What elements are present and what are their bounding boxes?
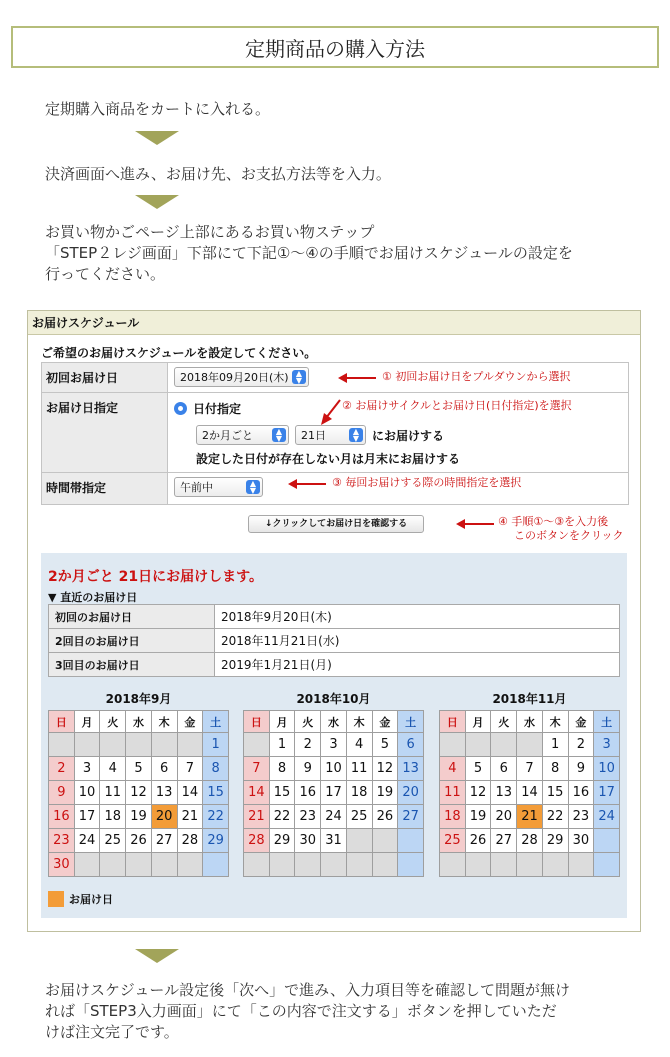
calendar-day: 24 <box>594 805 620 829</box>
calendar-day: 3 <box>594 733 620 757</box>
step-arrow-down-icon <box>135 131 179 145</box>
calendar-day: 27 <box>398 805 424 829</box>
calendar-day: 7 <box>177 757 203 781</box>
calendar-blank-cell <box>372 829 398 853</box>
recent-deliveries-table <box>48 604 620 677</box>
calendar-day: 20 <box>491 805 517 829</box>
delivery-result-box <box>41 553 627 918</box>
annotation-diagonal-arrow-icon <box>318 397 344 427</box>
calendar-blank-cell <box>49 733 75 757</box>
calendar-day: 18 <box>440 805 466 829</box>
calendar-day: 13 <box>151 781 177 805</box>
calendar-day: 17 <box>74 805 100 829</box>
calendar-day: 10 <box>321 757 347 781</box>
calendar-blank-cell <box>177 733 203 757</box>
radio-selected-icon[interactable] <box>174 402 187 415</box>
calendar-day: 6 <box>491 757 517 781</box>
weekday-header: 日 <box>440 711 466 733</box>
calendar-day: 4 <box>100 757 126 781</box>
calendar-day: 19 <box>372 781 398 805</box>
calendar-day: 27 <box>491 829 517 853</box>
date-spec-radio-row[interactable]: 日付指定 <box>174 397 622 419</box>
calendar-blank-cell <box>346 829 372 853</box>
calendar-day: 6 <box>151 757 177 781</box>
calendar-day: 29 <box>542 829 568 853</box>
select-chevron-icon: ▲ ▼ <box>272 428 286 442</box>
page-title: 定期商品の購入方法 <box>11 26 659 68</box>
step-arrow-down-icon <box>135 949 179 963</box>
calendar-day: 30 <box>568 829 594 853</box>
calendar-day: 16 <box>295 781 321 805</box>
calendar-day: 25 <box>346 805 372 829</box>
legend-swatch <box>48 891 64 907</box>
calendar-day: 25 <box>440 829 466 853</box>
calendar-day: 29 <box>203 829 229 853</box>
calendar-blank-cell <box>74 853 100 877</box>
calendar-day: 17 <box>594 781 620 805</box>
weekday-header: 日 <box>49 711 75 733</box>
calendar-day: 22 <box>203 805 229 829</box>
calendar-day: 14 <box>517 781 543 805</box>
calendar-day: 2 <box>49 757 75 781</box>
calendar-day: 30 <box>295 829 321 853</box>
calendar-day: 5 <box>126 757 152 781</box>
calendar-blank-cell <box>465 853 491 877</box>
calendar-blank-cell <box>244 733 270 757</box>
weekday-header: 水 <box>126 711 152 733</box>
calendar-day: 4 <box>346 733 372 757</box>
delivery-spec-label: お届け日指定 <box>42 393 168 473</box>
weekday-header: 土 <box>398 711 424 733</box>
calendar-blank-cell <box>321 853 347 877</box>
annotation-3: ③ 毎回お届けする際の時間指定を選択 <box>332 476 522 489</box>
calendar-day: 20 <box>398 781 424 805</box>
calendar-day: 30 <box>49 853 75 877</box>
weekday-header: 水 <box>321 711 347 733</box>
delivery-schedule-panel <box>27 310 641 932</box>
first-delivery-label: 初回お届け日 <box>42 363 168 393</box>
annotation-arrow-icon <box>346 377 376 379</box>
weekday-header: 月 <box>269 711 295 733</box>
calendar-blank-cell <box>517 853 543 877</box>
calendar-day: 15 <box>269 781 295 805</box>
calendar-day: 2 <box>568 733 594 757</box>
calendar-blank-cell <box>594 853 620 877</box>
calendar-november: 2018年11月 日 月 火 水 木 金 土 1 2 3 4 5 6 7 8 9 10 11 12 13 14 15 16 17 18 19 20 21 22 23 24 25 26 27 28 29 30 <box>439 688 620 877</box>
calendar-day: 15 <box>203 781 229 805</box>
calendar-day: 8 <box>542 757 568 781</box>
annotation-2: ② お届けサイクルとお届け日(日付指定)を選択 <box>342 399 572 412</box>
calendar-day: 9 <box>49 781 75 805</box>
select-chevron-icon: ▲ ▼ <box>246 480 260 494</box>
calendar-day: 22 <box>542 805 568 829</box>
calendar-day: 10 <box>74 781 100 805</box>
calendar-day: 23 <box>49 829 75 853</box>
panel-header: お届けスケジュール <box>28 311 640 335</box>
calendar-blank-cell <box>440 733 466 757</box>
calendar-day: 4 <box>440 757 466 781</box>
calendar-blank-cell <box>465 733 491 757</box>
calendar-blank-cell <box>568 853 594 877</box>
calendar-blank-cell <box>126 853 152 877</box>
deliver-suffix: にお届けする <box>372 428 445 443</box>
weekday-header: 木 <box>346 711 372 733</box>
calendar-blank-cell <box>491 853 517 877</box>
annotation-arrow-icon <box>464 523 494 525</box>
calendar-day: 9 <box>568 757 594 781</box>
calendar-blank-cell <box>491 733 517 757</box>
calendar-delivery-day: 21 <box>517 805 543 829</box>
result-title: 2か月ごと 21日にお届けします。 <box>48 569 263 585</box>
table-row: 2回目のお届け日 2018年11月21日(水) <box>49 629 620 653</box>
confirm-delivery-button[interactable]: ↓クリックしてお届け日を確認する <box>248 515 424 533</box>
calendar-delivery-day: 20 <box>151 805 177 829</box>
calendar-day: 8 <box>203 757 229 781</box>
calendar-day: 10 <box>594 757 620 781</box>
calendar-day: 26 <box>372 805 398 829</box>
weekday-header: 金 <box>568 711 594 733</box>
calendar-day: 13 <box>398 757 424 781</box>
calendar-day: 6 <box>398 733 424 757</box>
calendar-day: 26 <box>126 829 152 853</box>
weekday-header: 水 <box>517 711 543 733</box>
weekday-header: 土 <box>203 711 229 733</box>
calendar-blank-cell <box>398 853 424 877</box>
calendar-day: 2 <box>295 733 321 757</box>
calendar-day: 14 <box>244 781 270 805</box>
weekday-header: 火 <box>100 711 126 733</box>
calendar-blank-cell <box>244 853 270 877</box>
calendar-day: 12 <box>465 781 491 805</box>
calendar-day: 9 <box>295 757 321 781</box>
recent-deliveries-header: ▼ 直近のお届け日 <box>48 591 138 604</box>
calendar-blank-cell <box>177 853 203 877</box>
calendar-day: 1 <box>269 733 295 757</box>
calendar-day: 21 <box>244 805 270 829</box>
calendar-blank-cell <box>151 733 177 757</box>
calendar-day: 5 <box>372 733 398 757</box>
step-1-text: 定期購入商品をカートに入れる。 <box>45 100 271 118</box>
calendar-day: 11 <box>440 781 466 805</box>
final-step-text: お届けスケジュール設定後「次へ」で進み、入力項目等を確認して問題が無け れば「STEP3入力画面」にて「この内容で注文する」ボタンを押していただ けば注文完了です。 <box>45 981 571 1041</box>
calendar-day: 5 <box>465 757 491 781</box>
table-row: 初回のお届け日 2018年9月20日(木) <box>49 605 620 629</box>
weekday-header: 月 <box>465 711 491 733</box>
calendar-blank-cell <box>151 853 177 877</box>
weekday-header: 木 <box>542 711 568 733</box>
select-chevron-icon: ▲ ▼ <box>349 428 363 442</box>
weekday-header: 木 <box>151 711 177 733</box>
calendar-day: 15 <box>542 781 568 805</box>
calendar-september: 2018年9月 日 月 火 水 木 金 土 1 2 3 4 5 6 7 8 9 10 11 12 13 14 15 16 17 18 19 20 21 22 23 24 25 26 27 28 29 30 <box>48 688 229 877</box>
calendar-day: 27 <box>151 829 177 853</box>
legend: お届け日 <box>48 891 113 907</box>
calendar-day: 8 <box>269 757 295 781</box>
calendar-blank-cell <box>100 853 126 877</box>
calendar-day: 24 <box>74 829 100 853</box>
calendar-day: 17 <box>321 781 347 805</box>
calendar-day: 28 <box>517 829 543 853</box>
calendar-day: 7 <box>517 757 543 781</box>
calendar-day: 28 <box>177 829 203 853</box>
calendar-day: 23 <box>568 805 594 829</box>
calendar-october: 2018年10月 日 月 火 水 木 金 土 1 2 3 4 5 6 7 8 9 10 11 12 13 14 15 16 17 18 19 20 21 22 23 24 25 26 27 28 29 30 31 <box>243 688 424 877</box>
calendar-blank-cell <box>203 853 229 877</box>
calendar-day: 19 <box>465 805 491 829</box>
weekday-header: 火 <box>491 711 517 733</box>
calendar-day: 16 <box>49 805 75 829</box>
weekday-header: 金 <box>177 711 203 733</box>
calendar-day: 21 <box>177 805 203 829</box>
weekday-header: 日 <box>244 711 270 733</box>
calendar-day: 11 <box>100 781 126 805</box>
time-slot-select[interactable]: 午前中 ▲ ▼ <box>174 477 263 497</box>
weekday-header: 土 <box>594 711 620 733</box>
month-end-note: 設定した日付が存在しない月は月末にお届けする <box>196 452 461 466</box>
calendar-day: 19 <box>126 805 152 829</box>
weekday-header: 火 <box>295 711 321 733</box>
table-row: 3回目のお届け日 2019年1月21日(月) <box>49 653 620 677</box>
calendar-blank-cell <box>74 733 100 757</box>
calendar-blank-cell <box>398 829 424 853</box>
calendar-day: 28 <box>244 829 270 853</box>
calendar-day: 23 <box>295 805 321 829</box>
weekday-header: 月 <box>74 711 100 733</box>
calendar-blank-cell <box>542 853 568 877</box>
panel-intro: ご希望のお届けスケジュールを設定してください。 <box>41 346 317 360</box>
calendar-day: 16 <box>568 781 594 805</box>
calendar-blank-cell <box>126 733 152 757</box>
calendar-day: 3 <box>74 757 100 781</box>
calendar-blank-cell <box>100 733 126 757</box>
step-arrow-down-icon <box>135 195 179 209</box>
calendar-day: 29 <box>269 829 295 853</box>
calendar-day: 24 <box>321 805 347 829</box>
first-delivery-select[interactable]: 2018年09月20日(木) ▲ ▼ <box>174 367 309 387</box>
calendar-day: 14 <box>177 781 203 805</box>
step-3-text: お買い物かごページ上部にあるお買い物ステップ 「STEP２レジ画面」下部にて下記①～④の手順でお届けスケジュールの設定を 行ってください。 <box>45 223 573 283</box>
calendar-day: 3 <box>321 733 347 757</box>
calendar-day: 25 <box>100 829 126 853</box>
time-slot-label: 時間帯指定 <box>42 473 168 505</box>
calendar-day: 18 <box>346 781 372 805</box>
calendar-day: 11 <box>346 757 372 781</box>
calendar-blank-cell <box>440 853 466 877</box>
calendar-day: 1 <box>203 733 229 757</box>
weekday-header: 金 <box>372 711 398 733</box>
calendar-day: 22 <box>269 805 295 829</box>
cycle-select[interactable]: 2か月ごと ▲ ▼ <box>196 425 289 445</box>
day-select[interactable]: 21日 ▲ ▼ <box>295 425 366 445</box>
select-chevron-icon: ▲ ▼ <box>292 370 306 384</box>
annotation-1: ① 初回お届け日をプルダウンから選択 <box>382 370 571 383</box>
calendar-day: 13 <box>491 781 517 805</box>
calendar-day: 12 <box>126 781 152 805</box>
calendar-blank-cell <box>372 853 398 877</box>
calendar-blank-cell <box>295 853 321 877</box>
step-2-text: 決済画面へ進み、お届け先、お支払方法等を入力。 <box>45 165 391 183</box>
calendar-day: 31 <box>321 829 347 853</box>
annotation-arrow-icon <box>296 483 326 485</box>
calendar-day: 1 <box>542 733 568 757</box>
calendar-day: 26 <box>465 829 491 853</box>
calendar-day: 12 <box>372 757 398 781</box>
calendar-blank-cell <box>517 733 543 757</box>
calendar-blank-cell <box>594 829 620 853</box>
calendar-blank-cell <box>269 853 295 877</box>
calendar-day: 18 <box>100 805 126 829</box>
calendar-blank-cell <box>346 853 372 877</box>
calendar-day: 7 <box>244 757 270 781</box>
annotation-4: ④ 手順①～③を入力後 このボタンをクリック <box>498 515 624 542</box>
